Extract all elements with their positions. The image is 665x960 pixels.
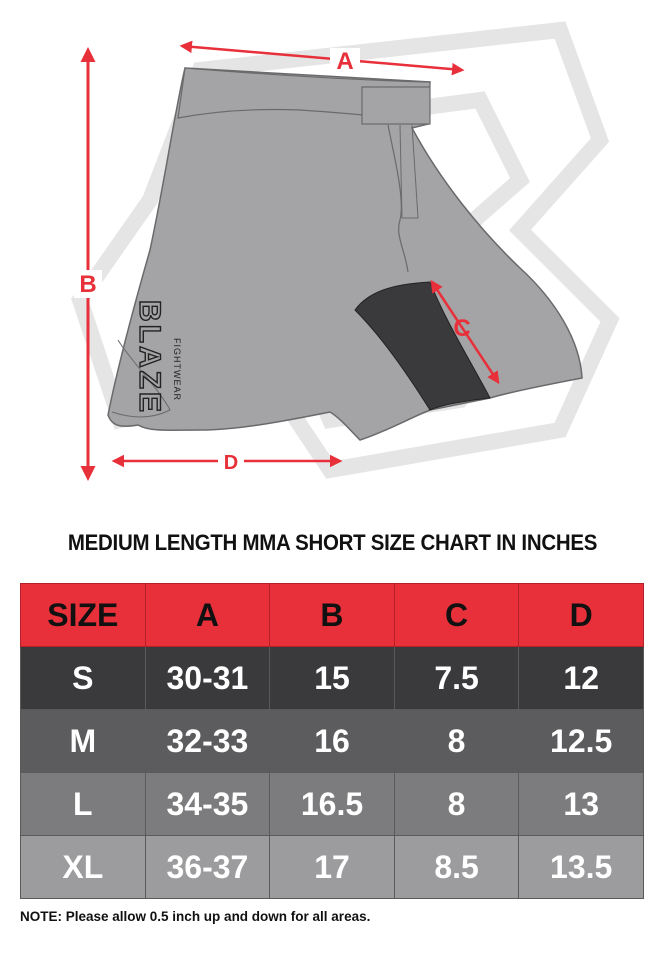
header-cell: SIZE xyxy=(21,584,146,647)
header-cell: A xyxy=(145,584,270,647)
table-header-row xyxy=(21,584,644,647)
page-title: MEDIUM LENGTH MMA SHORT SIZE CHART IN INCHES xyxy=(67,530,598,555)
table-row xyxy=(21,647,644,710)
table-cell: S xyxy=(21,647,146,710)
table-row xyxy=(21,773,644,836)
header-cell: C xyxy=(394,584,519,647)
table-cell: 32-33 xyxy=(145,710,270,773)
table-cell: 13 xyxy=(519,773,644,836)
header-cell: B xyxy=(270,584,395,647)
table-cell: 7.5 xyxy=(394,647,519,710)
label-c: C xyxy=(453,315,471,342)
table-row xyxy=(21,836,644,899)
table-cell: M xyxy=(21,710,146,773)
velcro-tab xyxy=(362,87,430,124)
svg-text:FIGHTWEAR: FIGHTWEAR xyxy=(172,338,182,401)
footnote: NOTE: Please allow 0.5 inch up and down for all areas. xyxy=(20,909,371,924)
table-cell: 16 xyxy=(270,710,395,773)
table-cell: 8.5 xyxy=(394,836,519,899)
table-cell: 36-37 xyxy=(145,836,270,899)
header-cell: D xyxy=(519,584,644,647)
label-a: A xyxy=(336,48,354,75)
label-b: B xyxy=(79,271,97,298)
table-row xyxy=(21,710,644,773)
svg-text:BLAZE: BLAZE xyxy=(133,300,166,415)
table-cell: XL xyxy=(21,836,146,899)
table-cell: 12.5 xyxy=(519,710,644,773)
table-cell: 15 xyxy=(270,647,395,710)
size-table xyxy=(20,583,644,899)
table-cell: 17 xyxy=(270,836,395,899)
table-cell: 16.5 xyxy=(270,773,395,836)
table-cell: 30-31 xyxy=(145,647,270,710)
table-cell: L xyxy=(21,773,146,836)
table-cell: 13.5 xyxy=(519,836,644,899)
table-cell: 8 xyxy=(394,710,519,773)
label-d: D xyxy=(223,452,239,474)
table-cell: 34-35 xyxy=(145,773,270,836)
table-cell: 12 xyxy=(519,647,644,710)
table-cell: 8 xyxy=(394,773,519,836)
